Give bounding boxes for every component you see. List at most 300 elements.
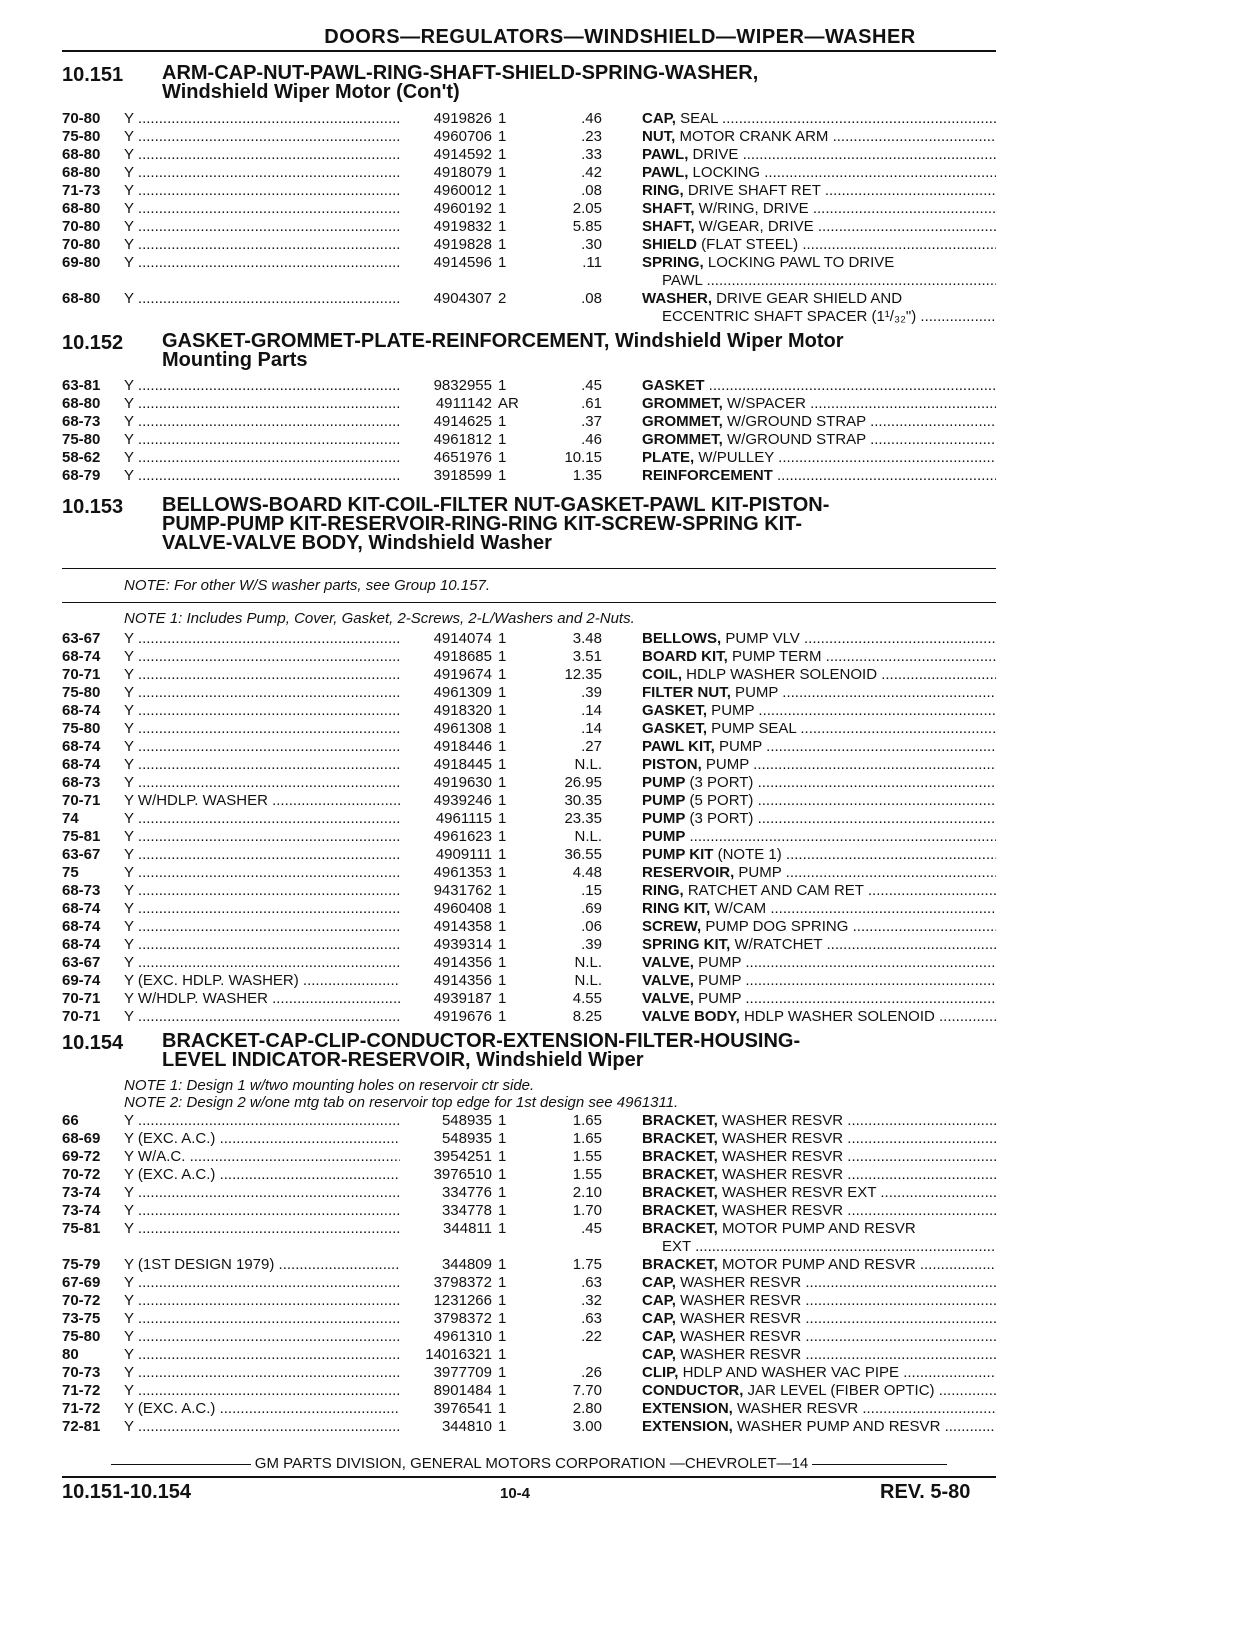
- part-number: 1231266: [400, 1292, 492, 1310]
- model-years: 63-67: [62, 630, 101, 647]
- section-title: ARM-CAP-NUT-PAWL-RING-SHAFT-SHIELD-SPRING-WASHER,: [162, 62, 759, 84]
- model-years: 68-80: [62, 200, 101, 217]
- quantity: 1: [498, 1112, 507, 1129]
- part-row: [62, 146, 996, 164]
- part-row: [62, 182, 996, 200]
- part-number: 4960706: [400, 128, 492, 146]
- model-years: 70-71: [62, 990, 101, 1007]
- part-number: 4961353: [400, 864, 492, 882]
- price: .39: [581, 684, 602, 701]
- part-row: [62, 648, 996, 666]
- part-detail: PUMP TERM: [727, 648, 822, 665]
- part-detail: HDLP AND WASHER VAC PIPE: [678, 1364, 900, 1381]
- part-row: [62, 936, 996, 954]
- section-number: 10.151: [62, 64, 124, 86]
- price: N.L.: [574, 756, 602, 773]
- description: [642, 128, 996, 146]
- part-detail: DRIVE SHAFT RET: [683, 182, 821, 199]
- price: 23.35: [564, 810, 602, 827]
- model-years: 70-80: [62, 110, 101, 127]
- quantity: 1: [498, 954, 507, 971]
- part-row: [62, 236, 996, 254]
- part-name: VALVE,: [642, 990, 694, 1007]
- model-code: Y .....: [124, 1310, 454, 1328]
- part-detail: (FLAT STEEL): [697, 236, 799, 253]
- description: [642, 290, 996, 308]
- model-code: Y .....: [124, 918, 454, 936]
- part-detail: WASHER RESVR: [717, 1202, 844, 1219]
- price: 8.25: [572, 1008, 602, 1025]
- part-row: [62, 846, 996, 864]
- model-years: 70-71: [62, 1008, 101, 1025]
- part-name: GROMMET,: [642, 413, 723, 430]
- quantity: 1: [498, 1292, 507, 1309]
- model-years: 71-72: [62, 1400, 101, 1417]
- description: [642, 1112, 996, 1130]
- model-code: Y .....: [124, 666, 454, 684]
- part-detail: PUMP: [730, 684, 779, 701]
- model-code: Y .....: [124, 1202, 454, 1220]
- price: .22: [581, 1328, 602, 1345]
- section-title-line2: Windshield Wiper Motor (Con't): [162, 81, 460, 103]
- model-years: 68-80: [62, 290, 101, 307]
- part-detail: WASHER PUMP AND RESVR: [732, 1418, 941, 1435]
- part-detail: W/PULLEY: [694, 449, 774, 466]
- quantity: 1: [498, 1008, 507, 1025]
- description: [642, 684, 996, 702]
- description: [642, 1274, 996, 1292]
- price: 1.65: [572, 1130, 602, 1147]
- part-number: 4919832: [400, 218, 492, 236]
- part-detail: WASHER RESVR EXT: [717, 1184, 877, 1201]
- section-note-1: NOTE 1: Design 1 w/two mounting holes on reservoir ctr side.: [124, 1077, 535, 1094]
- model-code: Y .....: [124, 936, 454, 954]
- quantity: 1: [498, 1400, 507, 1417]
- quantity: 1: [498, 756, 507, 773]
- part-row: [62, 1292, 996, 1310]
- part-row: [62, 1202, 996, 1220]
- price: 12.35: [564, 666, 602, 683]
- part-detail: LOCKING: [688, 164, 761, 181]
- description: [642, 1202, 996, 1220]
- model-years: 68-74: [62, 702, 101, 719]
- model-years: 68-74: [62, 648, 101, 665]
- part-row: [62, 290, 996, 308]
- part-row: [62, 630, 996, 648]
- model-years: 75-81: [62, 1220, 101, 1237]
- part-number: 4914356: [400, 972, 492, 990]
- quantity: 1: [498, 918, 507, 935]
- quantity: 1: [498, 254, 507, 271]
- page-header: DOORS—REGULATORS—WINDSHIELD—WIPER—WASHER: [324, 26, 916, 48]
- part-number: 4914596: [400, 254, 492, 272]
- model-years: 68-79: [62, 467, 101, 484]
- part-detail: (NOTE 1): [713, 846, 782, 863]
- part-row: [62, 1328, 996, 1346]
- part-number: 344811: [400, 1220, 492, 1238]
- model-years: 68-80: [62, 395, 101, 412]
- price: .39: [581, 936, 602, 953]
- price: .42: [581, 164, 602, 181]
- part-detail: JAR LEVEL (FIBER OPTIC): [743, 1382, 935, 1399]
- part-name: FILTER NUT,: [642, 684, 731, 701]
- price: N.L.: [574, 972, 602, 989]
- part-detail: WASHER RESVR: [675, 1274, 802, 1291]
- part-number: 4914356: [400, 954, 492, 972]
- description: [642, 738, 996, 756]
- model-code: Y (EXC. A.C.) .....: [124, 1166, 454, 1184]
- part-number: 4914592: [400, 146, 492, 164]
- description-continued: [662, 308, 996, 326]
- price: N.L.: [574, 828, 602, 845]
- part-row: [62, 774, 996, 792]
- description: [642, 1166, 996, 1184]
- part-number: 14016321: [400, 1346, 492, 1364]
- model-code: Y .....: [124, 1220, 454, 1238]
- section-number: 10.152: [62, 332, 124, 354]
- quantity: 1: [498, 200, 507, 217]
- description: [642, 882, 996, 900]
- model-years: 63-67: [62, 846, 101, 863]
- model-years: 70-72: [62, 1166, 101, 1183]
- model-code: Y .....: [124, 684, 454, 702]
- part-row: [62, 1166, 996, 1184]
- part-row: [62, 1346, 996, 1364]
- quantity: 1: [498, 146, 507, 163]
- part-number: 4960012: [400, 182, 492, 200]
- price: .37: [581, 413, 602, 430]
- description: [642, 846, 996, 864]
- model-code: Y .....: [124, 738, 454, 756]
- model-code: Y .....: [124, 431, 454, 449]
- part-name: BELLOWS,: [642, 630, 722, 647]
- part-name: BRACKET,: [642, 1148, 718, 1165]
- part-name: BRACKET,: [642, 1166, 718, 1183]
- part-detail: (3 PORT): [685, 810, 754, 827]
- part-number: 4914625: [400, 413, 492, 431]
- part-number: 8901484: [400, 1382, 492, 1400]
- price: 2.80: [572, 1400, 602, 1417]
- part-row: [62, 720, 996, 738]
- part-detail: W/SPACER: [722, 395, 806, 412]
- part-number: 4939187: [400, 990, 492, 1008]
- price: 1.35: [572, 467, 602, 484]
- quantity: 1: [498, 864, 507, 881]
- price: 7.70: [572, 1382, 602, 1399]
- part-detail: (3 PORT): [685, 774, 754, 791]
- part-name: PUMP: [642, 828, 686, 845]
- part-number: 4939314: [400, 936, 492, 954]
- model-years: 68-73: [62, 413, 101, 430]
- part-name: GASKET,: [642, 702, 708, 719]
- model-years: 66: [62, 1112, 79, 1129]
- part-detail: PUMP: [734, 864, 782, 881]
- quantity: 1: [498, 1256, 507, 1273]
- part-row: [62, 810, 996, 828]
- quantity: 1: [498, 467, 507, 484]
- part-row: [62, 1400, 996, 1418]
- description: [642, 810, 996, 828]
- part-row: [62, 413, 996, 431]
- description: [642, 146, 996, 164]
- quantity: AR: [498, 395, 519, 412]
- model-years: 75-80: [62, 720, 101, 737]
- section-note-1: NOTE 1: Includes Pump, Cover, Gasket, 2-Screws, 2-L/Washers and 2-Nuts.: [124, 610, 635, 627]
- quantity: 1: [498, 182, 507, 199]
- part-row: [62, 756, 996, 774]
- description: [642, 1328, 996, 1346]
- part-number: 3954251: [400, 1148, 492, 1166]
- model-code: Y .....: [124, 254, 454, 272]
- part-number: 4918445: [400, 756, 492, 774]
- description: [642, 200, 996, 218]
- model-years: 73-75: [62, 1310, 101, 1327]
- part-detail: WASHER RESVR: [717, 1166, 844, 1183]
- part-name: RING KIT,: [642, 900, 711, 917]
- part-row: [62, 1382, 996, 1400]
- part-row: [62, 864, 996, 882]
- price: .23: [581, 128, 602, 145]
- part-number: 4919630: [400, 774, 492, 792]
- price: 1.70: [572, 1202, 602, 1219]
- model-code: Y .....: [124, 395, 454, 413]
- model-code: Y .....: [124, 377, 454, 395]
- description: [642, 954, 996, 972]
- model-code: Y .....: [124, 1184, 454, 1202]
- model-years: 73-74: [62, 1202, 101, 1219]
- description: [642, 1292, 996, 1310]
- part-detail: WASHER RESVR: [675, 1310, 802, 1327]
- part-row: [62, 954, 996, 972]
- description: [642, 1364, 996, 1382]
- note-rule: [62, 602, 996, 603]
- price: .45: [581, 1220, 602, 1237]
- part-name: BRACKET,: [642, 1202, 718, 1219]
- part-detail: PUMP: [707, 702, 755, 719]
- description: [642, 1220, 996, 1238]
- part-row: [62, 128, 996, 146]
- quantity: 1: [498, 1130, 507, 1147]
- part-detail: W/RING, DRIVE: [694, 200, 809, 217]
- quantity: 1: [498, 630, 507, 647]
- quantity: 1: [498, 972, 507, 989]
- model-code: Y .....: [124, 1382, 454, 1400]
- part-detail: WASHER RESVR: [675, 1328, 802, 1345]
- part-detail: PUMP SEAL: [707, 720, 797, 737]
- price: 3.00: [572, 1418, 602, 1435]
- section-title: GASKET-GROMMET-PLATE-REINFORCEMENT, Windshield Wiper Motor: [162, 330, 844, 352]
- part-row: [62, 1220, 996, 1238]
- part-name: SHAFT,: [642, 218, 695, 235]
- description: [642, 1008, 996, 1026]
- price: 36.55: [564, 846, 602, 863]
- section-title: BELLOWS-BOARD KIT-COIL-FILTER NUT-GASKET-PAWL KIT-PISTON-: [162, 494, 830, 516]
- part-row: [62, 918, 996, 936]
- model-code: Y .....: [124, 1346, 454, 1364]
- model-code: Y .....: [124, 900, 454, 918]
- part-name: BRACKET,: [642, 1112, 718, 1129]
- part-number: 4919674: [400, 666, 492, 684]
- model-code: Y .....: [124, 702, 454, 720]
- price: .26: [581, 1364, 602, 1381]
- description: [642, 1184, 996, 1202]
- model-code: Y W/HDLP. WASHER .....: [124, 792, 454, 810]
- part-name: CONDUCTOR,: [642, 1382, 744, 1399]
- price: .32: [581, 1292, 602, 1309]
- part-detail: W/CAM: [710, 900, 767, 917]
- part-detail: WASHER RESVR: [717, 1112, 844, 1129]
- model-code: Y .....: [124, 774, 454, 792]
- part-row: [62, 431, 996, 449]
- model-code: Y .....: [124, 164, 454, 182]
- section-note: NOTE: For other W/S washer parts, see Group 10.157.: [124, 577, 490, 594]
- model-code: Y .....: [124, 467, 454, 485]
- quantity: 1: [498, 218, 507, 235]
- part-detail: W/GROUND STRAP: [722, 431, 866, 448]
- part-name: PUMP: [642, 810, 686, 827]
- quantity: 1: [498, 1364, 507, 1381]
- part-row: [62, 990, 996, 1008]
- model-years: 75-79: [62, 1256, 101, 1273]
- model-code: Y .....: [124, 954, 454, 972]
- description: [642, 918, 996, 936]
- description: [642, 413, 996, 431]
- description: [642, 110, 996, 128]
- price: 2.05: [572, 200, 602, 217]
- part-row: [62, 1184, 996, 1202]
- part-row: [62, 449, 996, 467]
- model-code: Y .....: [124, 846, 454, 864]
- quantity: 1: [498, 1382, 507, 1399]
- price: .45: [581, 377, 602, 394]
- price: .46: [581, 110, 602, 127]
- model-years: 75-80: [62, 684, 101, 701]
- part-name: GROMMET,: [642, 431, 723, 448]
- part-number: 4918320: [400, 702, 492, 720]
- part-detail: SEAL: [675, 110, 718, 127]
- section-title-line2: LEVEL INDICATOR-RESERVOIR, Windshield Wiper: [162, 1049, 644, 1071]
- part-number: 334776: [400, 1184, 492, 1202]
- price: 3.51: [572, 648, 602, 665]
- part-name: GROMMET,: [642, 395, 723, 412]
- part-row-continued: [62, 308, 996, 326]
- part-name: SHAFT,: [642, 200, 695, 217]
- part-number: 4961310: [400, 1328, 492, 1346]
- part-row: [62, 702, 996, 720]
- part-detail: WASHER RESVR: [675, 1292, 802, 1309]
- model-code: Y .....: [124, 1328, 454, 1346]
- description: [642, 936, 996, 954]
- quantity: 1: [498, 128, 507, 145]
- part-name: PLATE,: [642, 449, 695, 466]
- part-name: VALVE,: [642, 972, 694, 989]
- description: [642, 990, 996, 1008]
- model-years: 68-74: [62, 756, 101, 773]
- quantity: 2: [498, 290, 507, 307]
- part-row: [62, 1310, 996, 1328]
- part-number: 9431762: [400, 882, 492, 900]
- section-number: 10.153: [62, 496, 124, 518]
- part-name: GASKET,: [642, 720, 708, 737]
- model-code: Y W/A.C. .....: [124, 1148, 454, 1166]
- section-title: BRACKET-CAP-CLIP-CONDUCTOR-EXTENSION-FILTER-HOUSING-: [162, 1030, 801, 1052]
- quantity: 1: [498, 720, 507, 737]
- part-detail: RATCHET AND CAM RET: [683, 882, 864, 899]
- description: [642, 377, 996, 395]
- price: 1.55: [572, 1166, 602, 1183]
- model-code: Y .....: [124, 810, 454, 828]
- part-number: 344809: [400, 1256, 492, 1274]
- description: [642, 254, 996, 272]
- part-number: 4961115: [400, 810, 492, 828]
- model-years: 75: [62, 864, 79, 881]
- description: [642, 1418, 996, 1436]
- part-number: 3798372: [400, 1274, 492, 1292]
- part-detail: WASHER RESVR: [675, 1346, 802, 1363]
- model-code: Y .....: [124, 828, 454, 846]
- price: .11: [582, 254, 602, 271]
- part-row: [62, 900, 996, 918]
- model-years: 68-73: [62, 774, 101, 791]
- model-years: 68-73: [62, 882, 101, 899]
- part-detail: PUMP VLV: [721, 630, 800, 647]
- model-years: 69-80: [62, 254, 101, 271]
- description: [642, 395, 996, 413]
- part-number: 548935: [400, 1112, 492, 1130]
- part-detail: LOCKING PAWL TO DRIVE: [703, 254, 895, 271]
- part-name: RESERVOIR,: [642, 864, 735, 881]
- part-detail: MOTOR CRANK ARM: [675, 128, 829, 145]
- part-name: VALVE,: [642, 954, 694, 971]
- model-code: Y .....: [124, 236, 454, 254]
- part-name: SHIELD: [642, 236, 698, 253]
- model-years: 68-74: [62, 900, 101, 917]
- part-row: [62, 684, 996, 702]
- part-detail: DRIVE GEAR SHIELD AND: [712, 290, 903, 307]
- model-code: Y (EXC. A.C.) .....: [124, 1400, 454, 1418]
- description: [642, 648, 996, 666]
- quantity: 1: [498, 431, 507, 448]
- model-years: 68-69: [62, 1130, 101, 1147]
- part-row: [62, 882, 996, 900]
- description: [642, 900, 996, 918]
- part-number: 4961812: [400, 431, 492, 449]
- part-row: [62, 467, 996, 485]
- model-code: Y .....: [124, 200, 454, 218]
- description: [642, 1256, 996, 1274]
- part-detail: W/GEAR, DRIVE: [694, 218, 814, 235]
- description: [642, 756, 996, 774]
- part-detail: PUMP DOG SPRING: [701, 918, 849, 935]
- quantity: 1: [498, 828, 507, 845]
- part-row: [62, 1112, 996, 1130]
- model-code: Y .....: [124, 1418, 454, 1436]
- model-years: 72-81: [62, 1418, 101, 1435]
- quantity: 1: [498, 990, 507, 1007]
- price: 2.10: [572, 1184, 602, 1201]
- part-name: GASKET: [642, 377, 705, 394]
- model-code: Y .....: [124, 449, 454, 467]
- model-years: 68-74: [62, 918, 101, 935]
- model-code: Y .....: [124, 1008, 454, 1026]
- part-number: 4960408: [400, 900, 492, 918]
- quantity: 1: [498, 1148, 507, 1165]
- quantity: 1: [498, 882, 507, 899]
- part-number: 4961308: [400, 720, 492, 738]
- part-name: EXTENSION,: [642, 1400, 733, 1417]
- part-row: [62, 1364, 996, 1382]
- price: .14: [581, 720, 602, 737]
